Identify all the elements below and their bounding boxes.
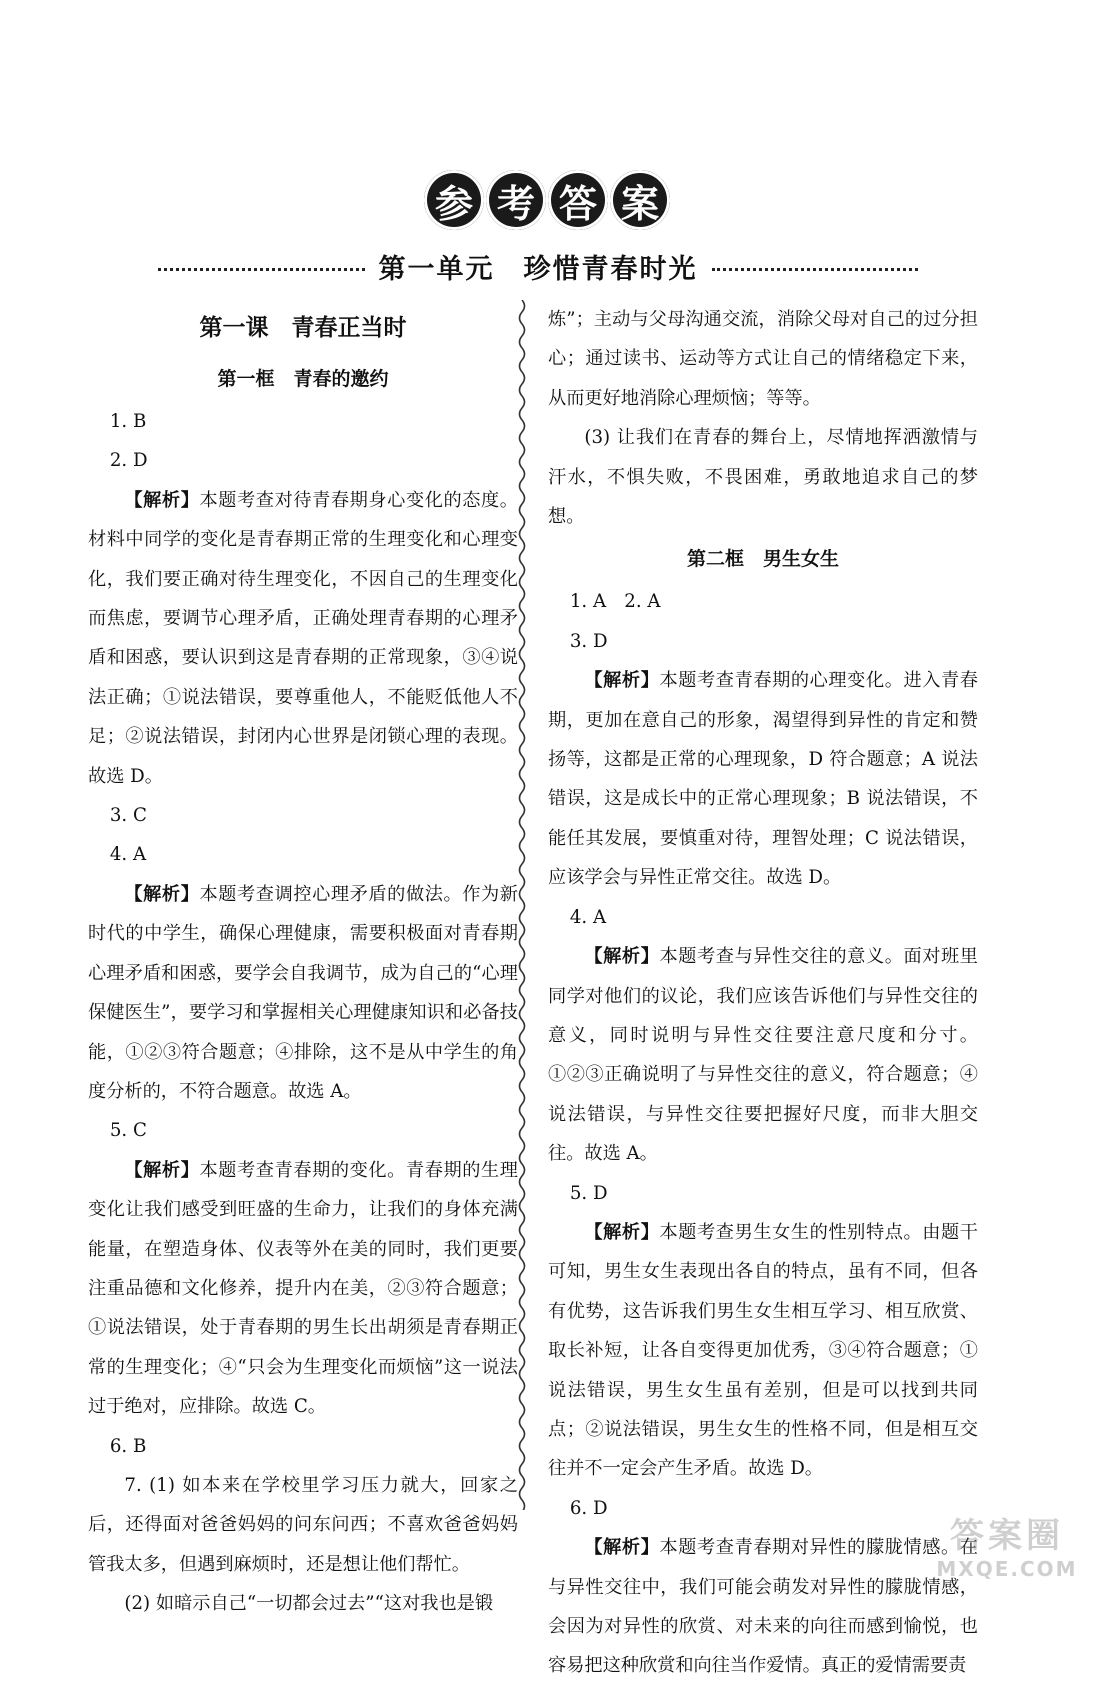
- answer-paragraph: 炼”；主动与父母沟通交流，消除父母对自己的过分担心；通过读书、运动等方式让自己的情绪稳定下来，从而更好地消除心理烦恼；等等。: [548, 309, 978, 409]
- answer-paragraph: (2) 如暗示自己“一切都会过去”“这对我也是锻: [124, 1593, 494, 1615]
- right-column: [548, 300, 978, 1686]
- frame-title: 第一框 青春的邀约: [217, 368, 389, 390]
- explanation-label: 【解析】: [124, 883, 200, 905]
- explanation-text: 本题考查青春期对异性的朦胧情感。在与异性交往中，我们可能会萌发对异性的朦胧情感，会因为对异性的欣赏、对未来的向往而感到愉悦，也容易把这种欣赏和向往当作爱情。真正的爱情需要责: [548, 1537, 978, 1677]
- answer-line: 4. A: [569, 906, 607, 928]
- lesson-title: 第一课 青春正当时: [199, 315, 407, 341]
- explanation-text: 本题考查青春期的心理变化。进入青春期，更加在意自己的形象，渴望得到异性的肯定和赞扬等，这都是正常的心理现象，D 符合题意；A 说法错误，这是成长中的正常心理现象；B 说法错误，不能任其发展，要慎重对待，理智处理；C 说法错误，应该学会与异性正常交往。故选 D。: [548, 670, 978, 889]
- unit-title: 第一单元 珍惜青春时光: [378, 253, 698, 285]
- answer-line: 3. D: [569, 630, 608, 652]
- title-char: 参: [424, 170, 484, 230]
- answer-paragraph: (3) 让我们在青春的舞台上，尽情地挥洒激情与汗水，不惧失败，不畏困难，勇敢地追求自己的梦想。: [548, 427, 978, 528]
- dotted-rule-right: [712, 268, 919, 271]
- answer-line: 5. C: [109, 1120, 147, 1142]
- explanation: [548, 1528, 978, 1686]
- answer-line: 2. D: [109, 450, 148, 472]
- explanation: [88, 875, 518, 1111]
- explanation-text: 本题考查对待青春期身心变化的态度。材料中同学的变化是青春期正常的生理变化和心理变化，我们要正确对待生理变化，不因自己的生理变化而焦虑，要调节心理矛盾，正确处理青春期的心理矛盾和困惑，要认识到这是青春期的正常现象，③④说法正确；①说法错误，要尊重他人，不能贬低他人不足；②说法错误，封闭内心世界是闭锁心理的表现。故选 D。: [88, 489, 518, 787]
- explanation: [548, 937, 978, 1173]
- answer-paragraph: 7. (1) 如本来在学校里学习压力就大，回家之后，还得面对爸爸妈妈的问东问西；不喜欢爸爸妈妈管我太多，但遇到麻烦时，还是想让他们帮忙。: [88, 1474, 518, 1575]
- explanation-label: 【解析】: [124, 489, 200, 511]
- explanation-label: 【解析】: [584, 1537, 660, 1559]
- page-title: [424, 170, 670, 230]
- explanation: [88, 481, 518, 796]
- unit-heading: [158, 246, 918, 286]
- explanation-text: 本题考查男生女生的性别特点。由题干可知，男生女生表现出各自的特点，虽有不同，但各有优势，这告诉我们男生女生相互学习、相互欣赏、取长补短，让各自变得更加优秀，③④符合题意；①说法错误，男生女生虽有差别，但是可以找到共同点；②说法错误，男生女生的性格不同，但是相互交往并不一定会产生矛盾。故选 D。: [548, 1221, 978, 1480]
- answer-line: 5. D: [569, 1182, 608, 1204]
- watermark-url: MXQE.COM: [936, 1557, 1078, 1581]
- explanation: [88, 1151, 518, 1427]
- answer-line: 4. A: [109, 844, 147, 866]
- watermark-logo: [932, 1508, 1082, 1588]
- answer-line: 6. D: [569, 1497, 608, 1519]
- explanation-text: 本题考查与异性交往的意义。面对班里同学对他们的议论，我们应该告诉他们与异性交往的意义，同时说明与异性交往要注意尺度和分寸。①②③正确说明了与异性交往的意义，符合题意；④说法错误，与异性交往要把握好尺度，而非大胆交往。故选 A。: [548, 946, 978, 1165]
- watermark-text: 答案圈: [950, 1516, 1064, 1556]
- title-char: 考: [486, 170, 546, 230]
- explanation-label: 【解析】: [584, 670, 660, 692]
- explanation: [548, 661, 978, 897]
- left-column: [88, 300, 518, 1624]
- explanation-label: 【解析】: [584, 1221, 660, 1243]
- answer-line: 6. B: [109, 1435, 147, 1457]
- answer-line: 1. B: [109, 411, 147, 432]
- column-divider: [514, 300, 530, 1510]
- frame-title: 第二框 男生女生: [686, 548, 839, 571]
- explanation-text: 本题考查调控心理矛盾的做法。作为新时代的中学生，确保心理健康，需要积极面对青春期心理矛盾和困惑，要学会自我调节，成为自己的“心理保健医生”，要学习和掌握相关心理健康知识和必备技能，①②③符合题意；④排除，这不是从中学生的角度分析的，不符合题意。故选 A。: [88, 883, 518, 1102]
- answer-line: 3. C: [109, 805, 147, 827]
- explanation-label: 【解析】: [584, 946, 660, 968]
- explanation-text: 本题考查青春期的变化。青春期的生理变化让我们感受到旺盛的生命力，让我们的身体充满能量，在塑造身体、仪表等外在美的同时，我们更要注重品德和文化修养，提升内在美，②③符合题意；①说法错误，处于青春期的男生长出胡须是青春期正常的生理变化；④“只会为生理变化而烦恼”这一说法过于绝对，应排除。故选 C。: [88, 1159, 518, 1418]
- explanation: [548, 1213, 978, 1489]
- dotted-rule-left: [158, 268, 365, 271]
- explanation-label: 【解析】: [124, 1159, 200, 1181]
- title-char: 案: [610, 170, 670, 230]
- answer-line: 1. A 2. A: [569, 591, 661, 613]
- title-char: 答: [548, 170, 608, 230]
